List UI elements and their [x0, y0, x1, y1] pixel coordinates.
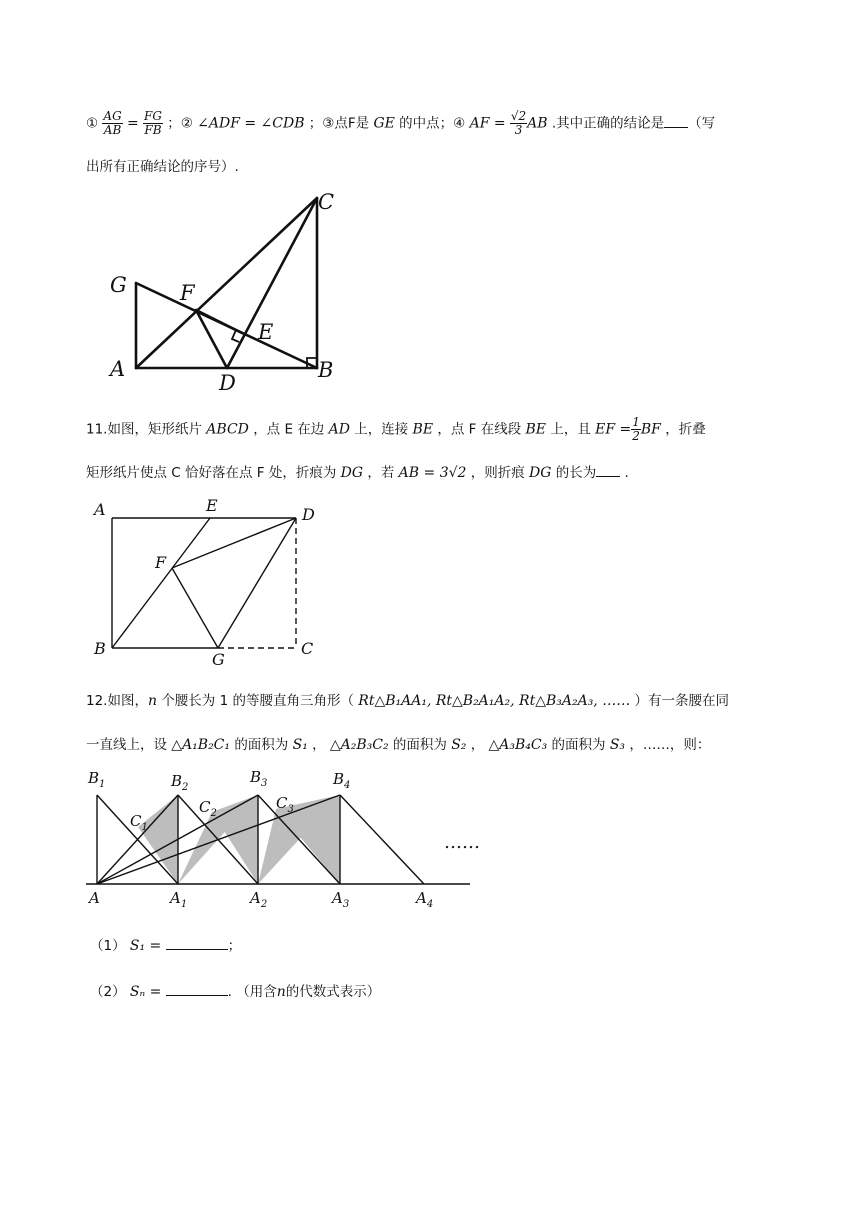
label-g: G [110, 273, 127, 297]
q12-l2-t6: 的面积为 [551, 737, 606, 753]
answer-blank-sn[interactable] [166, 982, 228, 996]
label-c: C [301, 639, 314, 658]
q12-t2: ）有一条腰在同 [634, 693, 730, 709]
part1-expr: S₁ = [129, 938, 162, 954]
bf: BF [640, 421, 661, 438]
tail2: （写 [688, 115, 716, 132]
label-a3: $A_3$ [332, 889, 350, 910]
q11-t1: ，点 E 在边 [253, 421, 325, 438]
part1-label: （1） [90, 938, 126, 954]
q12-l2-t2: 的面积为 [234, 737, 289, 753]
label-a2: $A_2$ [250, 889, 268, 910]
n: n [147, 693, 158, 709]
label-a4: $A_4$ [416, 889, 434, 910]
ad: AD [328, 421, 350, 438]
part2-end: . [227, 984, 232, 1000]
label-b3: $B_3$ [250, 768, 268, 789]
label-b: B [318, 358, 334, 382]
tri2: △A₂B₃C₂ [329, 737, 389, 753]
label-a1: $A_1$ [170, 889, 188, 910]
triangles: Rt△B₁AA₁, Rt△B₂A₁A₂, Rt△B₃A₂A₃, …… [358, 693, 631, 709]
q11-l2-t2: ，若 [367, 465, 395, 481]
part2-label: （2） [90, 984, 126, 1000]
fraction-half: $\frac{1}{2}$ [632, 415, 640, 443]
part2-n: n [276, 984, 286, 1000]
q10-line2: 出所有正确结论的序号）. [86, 159, 239, 175]
q11-l2-t1: 矩形纸片使点 C 恰好落在点 F 处，折痕为 [86, 465, 337, 481]
s3: S₃ [609, 737, 626, 753]
answer-blank-s1[interactable] [166, 936, 228, 950]
q12-l2-t3: ， [312, 737, 326, 753]
part2-note2: 的代数式表示） [285, 984, 381, 1000]
part2-note: （用含 [236, 984, 277, 1000]
q11-prefix: 11.如图，矩形纸片 [86, 421, 202, 438]
q12-l2-t7: ，……，则： [629, 737, 711, 753]
label-c2: $C_2$ [199, 798, 217, 819]
dg: DG [340, 465, 364, 481]
fraction-ag-ab: $\frac{AG}{AB}$ [103, 109, 122, 137]
label-c1: $C_1$ [130, 812, 148, 833]
dg2: DG [529, 465, 552, 481]
q12-t1: 个腰长为 1 的等腰直角三角形（ [161, 693, 354, 709]
part1-end: ； [227, 938, 242, 954]
s2: S₂ [451, 737, 467, 753]
q12-l2-t4: 的面积为 [392, 737, 447, 753]
s1: S₁ [292, 737, 308, 753]
fraction-sqrt2-3: $\frac{√2}{3}$ [510, 109, 527, 137]
be: BE [412, 421, 434, 438]
q11-t2: 上，连接 [354, 421, 409, 438]
q11-t3: ，点 F 在线段 [437, 421, 522, 438]
label-d: D [219, 371, 236, 395]
label-f: F [155, 553, 167, 572]
sep2: ；③点F是 [308, 115, 370, 132]
q12-l2-t1: 一直线上，设 [86, 737, 167, 753]
angle-statement: ∠ADF = ∠CDB [197, 115, 305, 132]
q12-part2 [90, 980, 380, 1000]
abcd: ABCD [206, 421, 249, 438]
label-a: A [94, 500, 106, 519]
q12-l2-t5: ， [470, 737, 485, 753]
q11-t5: ，折叠 [665, 421, 706, 438]
label-c: C [318, 190, 335, 214]
label-b: B [94, 639, 106, 658]
label-b4: $B_4$ [333, 770, 351, 791]
circle-1: ① [86, 115, 99, 132]
ab-eq: AB = 3√2 [398, 465, 467, 481]
ge: GE [373, 115, 395, 132]
af-lhs: AF = [469, 115, 506, 132]
label-e: E [206, 496, 218, 515]
ef: EF = [595, 421, 632, 438]
label-g: G [212, 650, 225, 669]
fraction-fg-fb: $\frac{FG}{FB}$ [144, 109, 162, 137]
equals: = [126, 115, 139, 132]
tail: .其中正确的结论是 [551, 115, 665, 132]
label-b1: $B_1$ [88, 769, 106, 790]
q11-l2-t3: ，则折痕 [470, 465, 525, 481]
ab: AB [527, 115, 548, 132]
sep1: ；② [167, 115, 193, 132]
q11-l2-t4: 的长为 [555, 465, 597, 481]
be2: BE [525, 421, 547, 438]
tri3: △A₃B₄C₃ [488, 737, 548, 753]
label-b2: $B_2$ [171, 772, 189, 793]
q12-prefix: 12.如图， [86, 693, 148, 709]
ellipsis: …… [444, 832, 480, 853]
tri1: △A₁B₂C₁ [171, 737, 231, 753]
label-c3: $C_3$ [276, 794, 294, 815]
label-e: E [258, 320, 274, 344]
label-a: A [110, 357, 126, 381]
label-a: A [89, 889, 100, 907]
part2-expr: Sₙ = [129, 984, 162, 1000]
midpoint-text: 的中点；④ [399, 115, 466, 132]
label-f: F [180, 281, 195, 305]
label-d: D [302, 505, 315, 524]
q12-part1 [90, 934, 241, 954]
q11-end: . [624, 465, 629, 481]
q11-t4: 上，且 [550, 421, 591, 438]
